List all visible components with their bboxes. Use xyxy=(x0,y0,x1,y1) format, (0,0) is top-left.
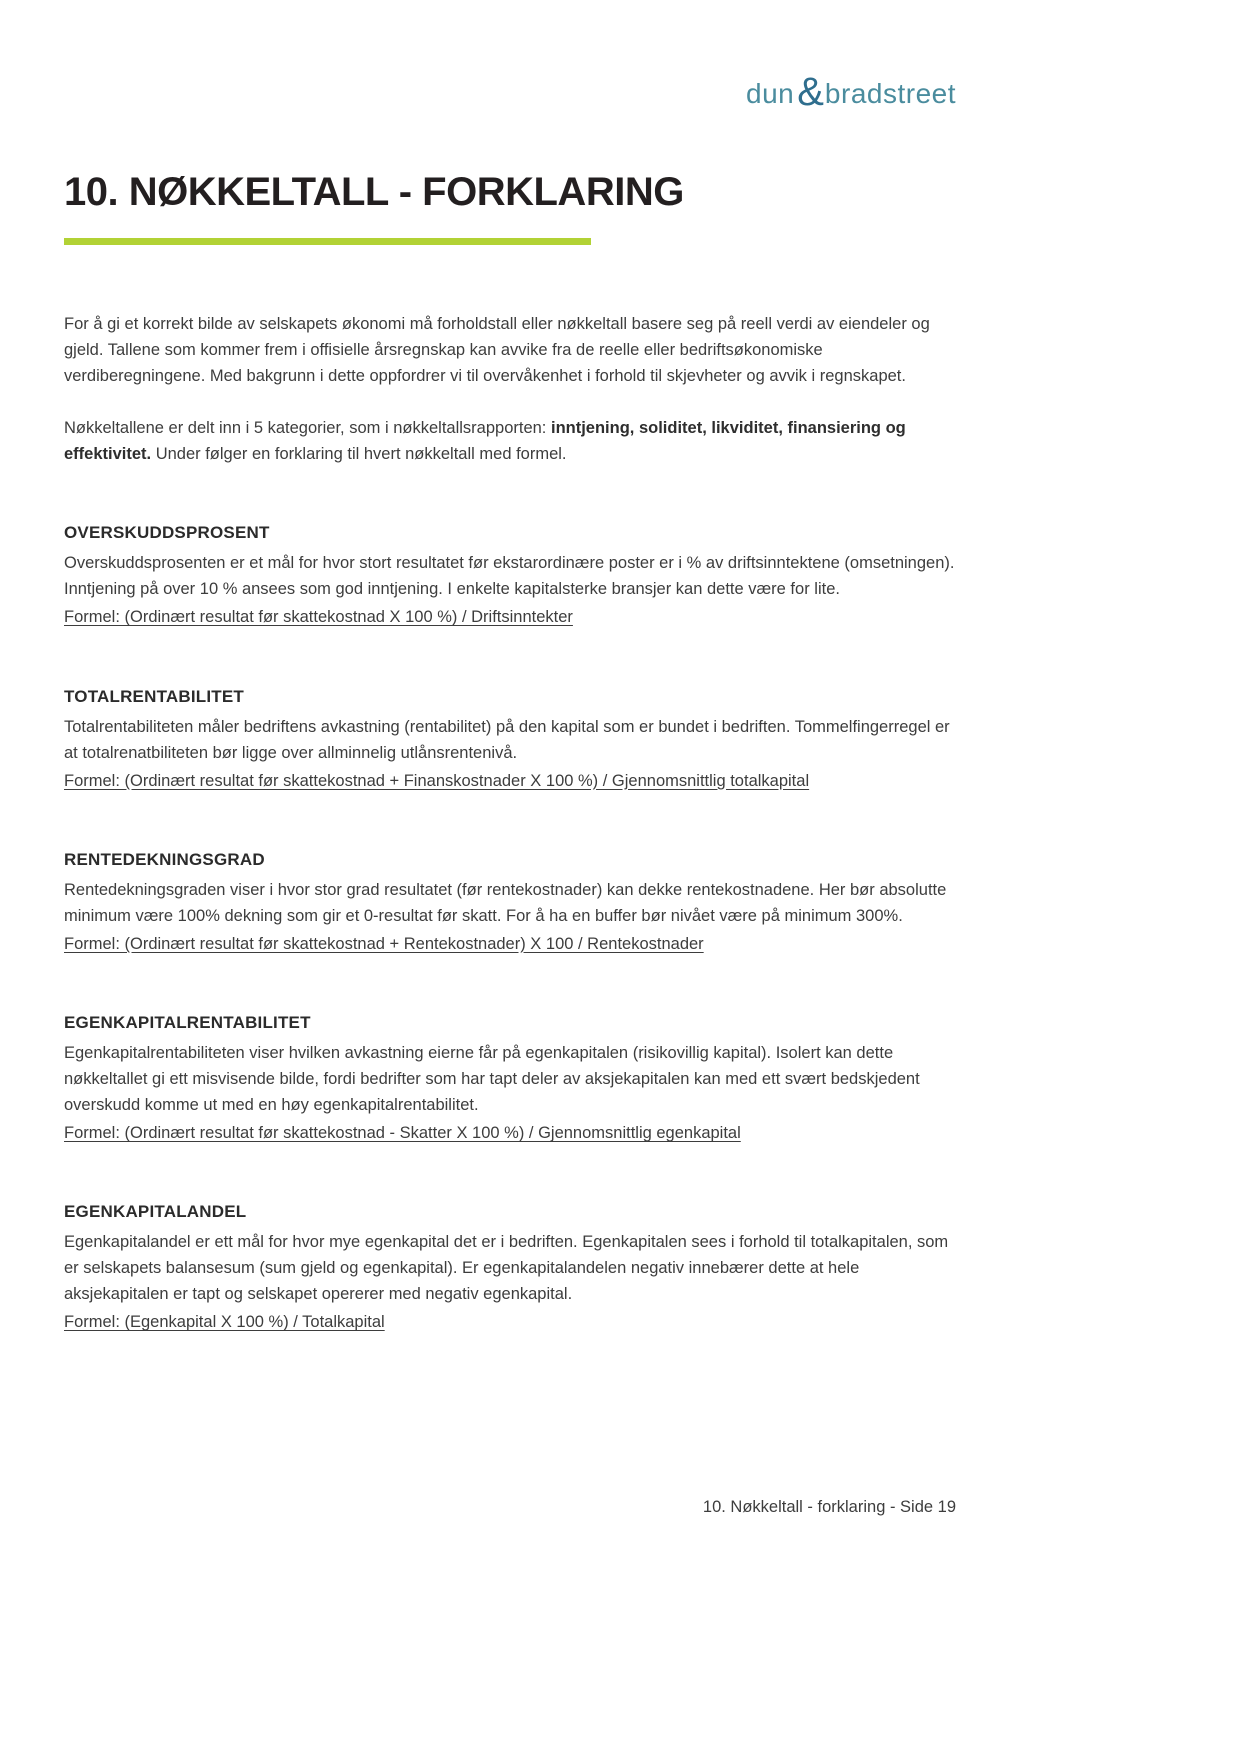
intro-paragraph-2-prefix: Nøkkeltallene er delt inn i 5 kategorier, som i nøkkeltallsrapporten: xyxy=(64,419,551,438)
header xyxy=(64,0,956,116)
section-body: Rentedekningsgraden viser i hvor stor grad resultatet (før rentekostnader) kan dekke rentekostnadene. Her bør absolutte minimum være 100% dekning som gir et 0-resultat før skatt. For å ha en buffer bør nivået være på minimum 300%. xyxy=(64,880,947,925)
page-footer: 10. Nøkkeltall - forklaring - Side 19 xyxy=(702,1498,956,1516)
section-body: Totalrentabiliteten måler bedriftens avkastning (rentabilitet) på den kapital som er bundet i bedriften. Tommelfingerregel er at totalrenatbiliteten bør ligge over allminnelig utlånsrentenivå. xyxy=(64,717,950,762)
content-column xyxy=(64,0,956,1335)
logo-ampersand-icon: & xyxy=(797,70,824,114)
section-heading: OVERSKUDDSPROSENT xyxy=(64,523,270,543)
logo-word-dun: dun xyxy=(746,78,795,109)
section-heading: TOTALRENTABILITET xyxy=(64,686,244,706)
section-heading: RENTEDEKNINGSGRAD xyxy=(64,849,265,869)
logo-word-bradstreet: bradstreet xyxy=(824,78,956,109)
intro-paragraph-2 xyxy=(64,415,956,467)
section-heading: EGENKAPITALRENTABILITET xyxy=(64,1012,311,1032)
section-formula: Formel: (Egenkapital X 100 %) / Totalkapital xyxy=(64,1313,385,1332)
section-egenkapitalrentabilitet xyxy=(64,1013,956,1146)
section-body: Egenkapitalrentabiliteten viser hvilken avkastning eierne får på egenkapitalen (risikovillig kapital). Isolert kan dette nøkkeltallet gi ett misvisende bilde, fordi bedrifter som har tapt deler av aksjekapitalen kan med ett svært bedskjedent overskudd komme ut med en høy egenkapitalrentabilitet. xyxy=(64,1043,920,1114)
section-formula: Formel: (Ordinært resultat før skattekostnad - Skatter X 100 %) / Gjennomsnittlig egenkapital xyxy=(64,1124,741,1143)
section-rentedekningsgrad xyxy=(64,850,956,957)
section-egenkapitalandel xyxy=(64,1202,956,1335)
section-body: Egenkapitalandel er ett mål for hvor mye egenkapital det er i bedriften. Egenkapitalen sees i forhold til totalkapitalen, som er selskapets balansesum (sum gjeld og egenkapital). Er egenkapitalandelen negativ innebærer dette at hele aksjekapitalen er tapt og selskapet opererer med negativ egenkapital. xyxy=(64,1233,949,1304)
intro-paragraph-2-bold: inntjening, soliditet, likviditet, finansiering og effektivitet. xyxy=(64,419,906,464)
section-totalrentabilitet xyxy=(64,687,956,794)
section-formula: Formel: (Ordinært resultat før skattekostnad + Rentekostnader) X 100 / Rentekostnader xyxy=(64,934,704,953)
title-accent-bar xyxy=(64,238,591,245)
intro-paragraph-1: For å gi et korrekt bilde av selskapets økonomi må forholdstall eller nøkkeltall basere seg på reell verdi av eiendeler og gjeld. Tallene som kommer frem i offisielle årsregnskap kan avvike fra de reelle eller bedriftsøkonomiske verdiberegningene. Med bakgrunn i dette oppfordrer vi til overvåkenhet i forhold til skjevheter og avvik i regnskapet. xyxy=(64,315,930,386)
section-body: Overskuddsprosenten er et mål for hvor stort resultatet før ekstarordinære poster er i % av driftsinntektene (omsetningen). Inntjening på over 10 % ansees som god inntjening. I enkelte kapitalsterke bransjer kan dette være for lite. xyxy=(64,554,955,599)
intro-paragraph-2-suffix: Under følger en forklaring til hvert nøkkeltall med formel. xyxy=(151,445,567,464)
section-overskuddsprosent xyxy=(64,523,956,630)
section-formula: Formel: (Ordinært resultat før skattekostnad X 100 %) / Driftsinntekter xyxy=(64,608,573,627)
page-title: 10. NØKKELTALL - FORKLARING xyxy=(64,170,684,214)
dun-and-bradstreet-logo xyxy=(746,72,956,116)
section-formula: Formel: (Ordinært resultat før skattekostnad + Finanskostnader X 100 %) / Gjennomsnittlig totalkapital xyxy=(64,771,810,790)
section-heading: EGENKAPITALANDEL xyxy=(64,1202,247,1222)
